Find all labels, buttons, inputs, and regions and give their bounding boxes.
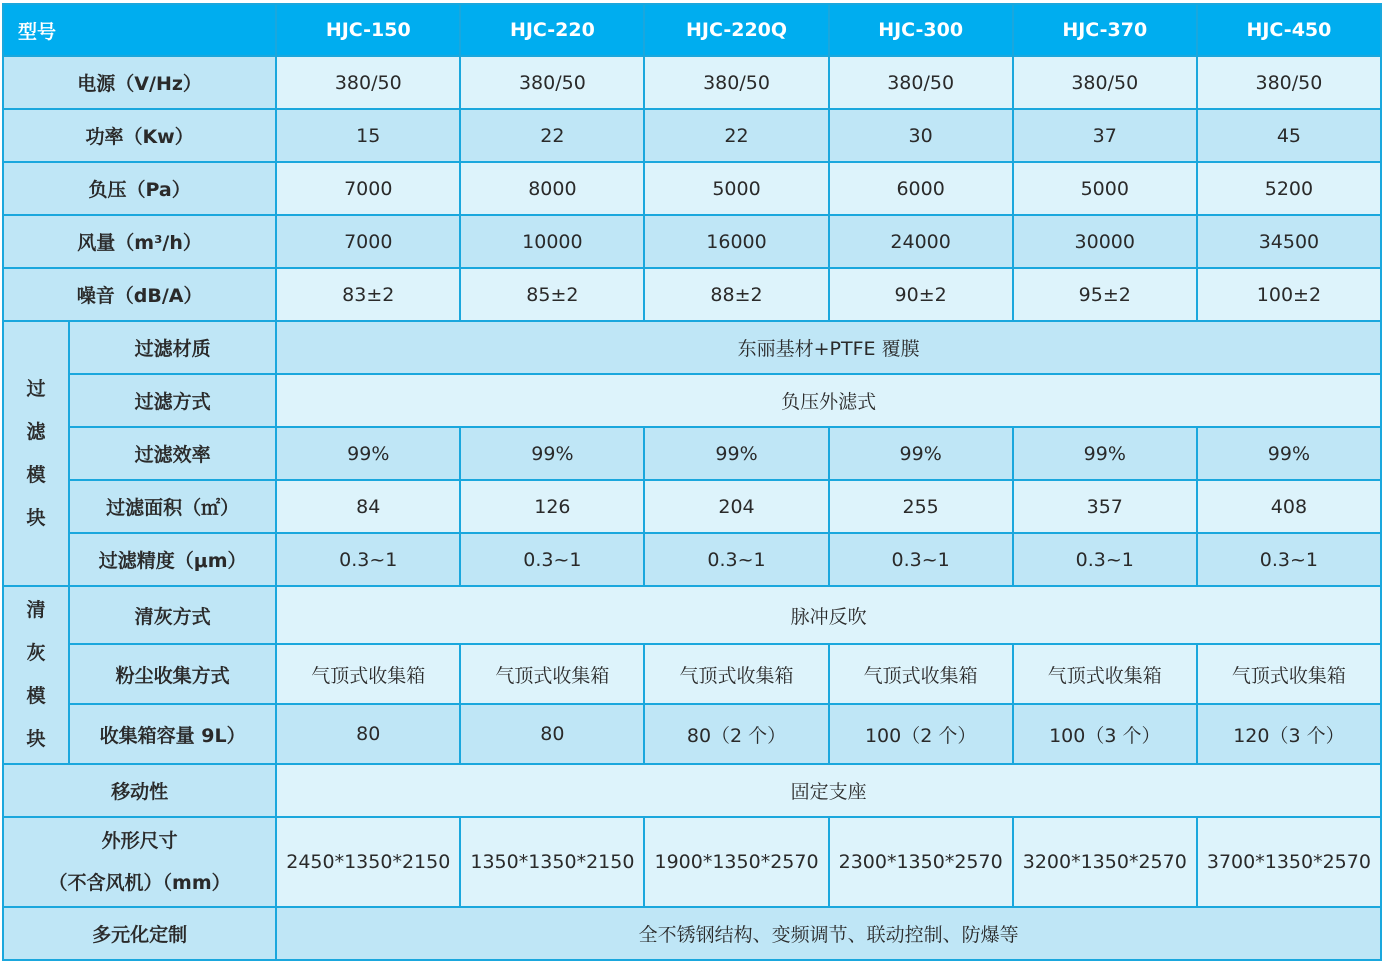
cell-value: 6000 xyxy=(829,162,1013,215)
filter-precision-row xyxy=(3,533,1381,586)
cell-value: 10000 xyxy=(460,215,644,268)
cell-value: 0.3~1 xyxy=(829,533,1013,586)
cell-value: 气顶式收集箱 xyxy=(1197,644,1381,704)
cell-value: 100（2 个） xyxy=(829,704,1013,764)
row-label: 过滤方式 xyxy=(69,374,276,427)
model-name: HJC-370 xyxy=(1013,4,1197,56)
model-name: HJC-450 xyxy=(1197,4,1381,56)
cell-value: 气顶式收集箱 xyxy=(644,644,828,704)
dimensions-row xyxy=(3,817,1381,907)
cell-value: 126 xyxy=(460,480,644,533)
cell-value: 16000 xyxy=(644,215,828,268)
cell-value: 8000 xyxy=(460,162,644,215)
row-label: 清灰方式 xyxy=(69,586,276,644)
cell-value: 83±2 xyxy=(276,268,460,321)
cell-value: 84 xyxy=(276,480,460,533)
cell-value: 2450*1350*2150 xyxy=(276,817,460,907)
cell-value: 80 xyxy=(276,704,460,764)
filter-material-row xyxy=(3,321,1381,374)
cell-value: 204 xyxy=(644,480,828,533)
cell-value: 100（3 个） xyxy=(1013,704,1197,764)
cell-value: 22 xyxy=(460,109,644,162)
row-label: 过滤精度（μm） xyxy=(69,533,276,586)
cell-value: 88±2 xyxy=(644,268,828,321)
dimensions-label-line: （不含风机）（mm） xyxy=(48,872,231,894)
mobility-row xyxy=(3,764,1381,817)
group-char: 清 xyxy=(26,599,46,621)
cell-value: 120（3 个） xyxy=(1197,704,1381,764)
cell-value: 380/50 xyxy=(276,56,460,109)
cell-value: 380/50 xyxy=(1013,56,1197,109)
negative-pressure-row xyxy=(3,162,1381,215)
cleaning-method-row xyxy=(3,586,1381,644)
cell-value: 85±2 xyxy=(460,268,644,321)
cell-value: 1900*1350*2570 xyxy=(644,817,828,907)
model-name: HJC-220Q xyxy=(644,4,828,56)
model-header-label: 型号 xyxy=(3,4,276,56)
spec-table xyxy=(2,3,1382,961)
row-label: 功率（Kw） xyxy=(3,109,276,162)
model-name: HJC-150 xyxy=(276,4,460,56)
model-name: HJC-220 xyxy=(460,4,644,56)
cell-value: 24000 xyxy=(829,215,1013,268)
cell-value: 380/50 xyxy=(460,56,644,109)
group-char: 模 xyxy=(26,685,46,707)
cell-value: 99% xyxy=(644,427,828,480)
cell-value: 1350*1350*2150 xyxy=(460,817,644,907)
cell-value: 0.3~1 xyxy=(1197,533,1381,586)
cell-value: 80 xyxy=(460,704,644,764)
row-label: 收集箱容量 9L） xyxy=(69,704,276,764)
cell-value: 90±2 xyxy=(829,268,1013,321)
row-label: 粉尘收集方式 xyxy=(69,644,276,704)
row-label: 多元化定制 xyxy=(3,907,276,960)
filter-module-label xyxy=(3,321,69,586)
cell-value: 100±2 xyxy=(1197,268,1381,321)
customization-row xyxy=(3,907,1381,960)
dust-collection-row xyxy=(3,644,1381,704)
cell-value: 99% xyxy=(460,427,644,480)
cell-value: 37 xyxy=(1013,109,1197,162)
row-label: 过滤效率 xyxy=(69,427,276,480)
cell-value: 3700*1350*2570 xyxy=(1197,817,1381,907)
filter-method-row xyxy=(3,374,1381,427)
cell-value: 5200 xyxy=(1197,162,1381,215)
cell-value: 380/50 xyxy=(1197,56,1381,109)
power-row xyxy=(3,109,1381,162)
cell-value: 15 xyxy=(276,109,460,162)
group-char: 块 xyxy=(26,728,46,750)
cell-value: 0.3~1 xyxy=(460,533,644,586)
row-label: 噪音（dB/A） xyxy=(3,268,276,321)
filter-efficiency-row xyxy=(3,427,1381,480)
cell-value: 22 xyxy=(644,109,828,162)
group-char: 滤 xyxy=(26,420,46,443)
cell-value: 30000 xyxy=(1013,215,1197,268)
cell-value: 99% xyxy=(1013,427,1197,480)
row-label: 过滤面积（㎡） xyxy=(69,480,276,533)
cell-value: 0.3~1 xyxy=(276,533,460,586)
cell-value: 408 xyxy=(1197,480,1381,533)
cell-value: 气顶式收集箱 xyxy=(1013,644,1197,704)
dimensions-label xyxy=(3,817,276,907)
cell-value: 气顶式收集箱 xyxy=(276,644,460,704)
row-label: 负压（Pa） xyxy=(3,162,276,215)
row-label: 电源（V/Hz） xyxy=(3,56,276,109)
cell-value: 全不锈钢结构、变频调节、联动控制、防爆等 xyxy=(276,907,1381,960)
row-label: 风量（m³/h） xyxy=(3,215,276,268)
cell-value: 7000 xyxy=(276,215,460,268)
cell-value: 45 xyxy=(1197,109,1381,162)
cell-value: 负压外滤式 xyxy=(276,374,1381,427)
cell-value: 东丽基材+PTFE 覆膜 xyxy=(276,321,1381,374)
noise-row xyxy=(3,268,1381,321)
model-name: HJC-300 xyxy=(829,4,1013,56)
cell-value: 气顶式收集箱 xyxy=(829,644,1013,704)
group-char: 灰 xyxy=(26,642,46,664)
cell-value: 5000 xyxy=(1013,162,1197,215)
capacity-row xyxy=(3,704,1381,764)
cell-value: 30 xyxy=(829,109,1013,162)
dimensions-label-line: 外形尺寸 xyxy=(101,830,178,852)
cell-value: 0.3~1 xyxy=(644,533,828,586)
filter-area-row xyxy=(3,480,1381,533)
cell-value: 95±2 xyxy=(1013,268,1197,321)
group-char: 过 xyxy=(26,377,46,400)
cleaning-module-label xyxy=(3,586,69,764)
header-row xyxy=(3,4,1381,56)
cell-value: 3200*1350*2570 xyxy=(1013,817,1197,907)
cell-value: 380/50 xyxy=(829,56,1013,109)
cell-value: 7000 xyxy=(276,162,460,215)
cell-value: 气顶式收集箱 xyxy=(460,644,644,704)
cell-value: 380/50 xyxy=(644,56,828,109)
airflow-row xyxy=(3,215,1381,268)
group-char: 模 xyxy=(26,463,46,486)
power-supply-row xyxy=(3,56,1381,109)
cell-value: 255 xyxy=(829,480,1013,533)
cell-value: 80（2 个） xyxy=(644,704,828,764)
row-label: 移动性 xyxy=(3,764,276,817)
cell-value: 34500 xyxy=(1197,215,1381,268)
cell-value: 固定支座 xyxy=(276,764,1381,817)
cell-value: 99% xyxy=(276,427,460,480)
cell-value: 99% xyxy=(829,427,1013,480)
cell-value: 5000 xyxy=(644,162,828,215)
cell-value: 0.3~1 xyxy=(1013,533,1197,586)
row-label: 过滤材质 xyxy=(69,321,276,374)
cell-value: 357 xyxy=(1013,480,1197,533)
group-char: 块 xyxy=(26,506,46,529)
cell-value: 脉冲反吹 xyxy=(276,586,1381,644)
cell-value: 2300*1350*2570 xyxy=(829,817,1013,907)
cell-value: 99% xyxy=(1197,427,1381,480)
